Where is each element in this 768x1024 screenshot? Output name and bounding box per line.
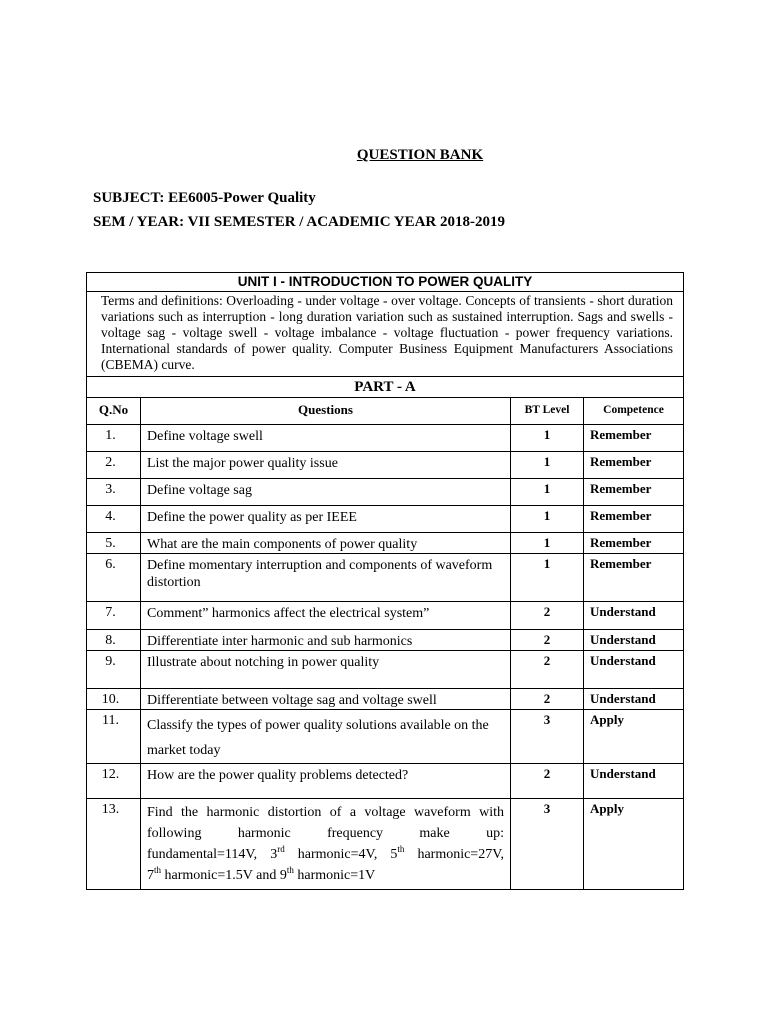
question-text: Differentiate between voltage sag and voltage swell: [141, 689, 511, 710]
h7-value: harmonic=1.5V and: [164, 868, 277, 883]
question-text: How are the power quality problems detected?: [141, 764, 511, 799]
question-text: Differentiate inter harmonic and sub harmonics: [141, 630, 511, 651]
unit-syllabus: Terms and definitions: Overloading - under voltage - over voltage. Concepts of transients - short duration variations such as interruption - long duration variation such as sustained interruption. Sags and swells - voltage sag - voltage swell - voltage imbalance - voltage fluctuation - power frequency variations. International standards of power quality. Computer Business Equipment Manufacturers Associations (CBEMA) curve.: [87, 292, 684, 377]
bt-level: 1: [511, 533, 584, 554]
h5-number: 5: [390, 847, 398, 862]
question-number: 9.: [87, 651, 141, 689]
unit-title: UNIT I - INTRODUCTION TO POWER QUALITY: [87, 273, 684, 292]
h5-value: harmonic=27V,: [417, 847, 505, 862]
question-number: 4.: [87, 506, 141, 533]
table-row: [87, 452, 684, 479]
competence-header: Competence: [584, 398, 684, 425]
competence: Apply: [584, 799, 684, 890]
qno-header: Q.No: [87, 398, 141, 425]
question-text: Define momentary interruption and components of waveform distortion: [141, 554, 511, 602]
question-text: Define voltage sag: [141, 479, 511, 506]
question-text: Define voltage swell: [141, 425, 511, 452]
document-title: QUESTION BANK: [356, 147, 484, 163]
h9-value: harmonic=1V: [297, 868, 376, 883]
question-number: 3.: [87, 479, 141, 506]
table-row: [87, 602, 684, 630]
question-number: 10.: [87, 689, 141, 710]
table-row: [87, 554, 684, 602]
bt-level: 1: [511, 506, 584, 533]
question-number: 8.: [87, 630, 141, 651]
bt-level: 3: [511, 710, 584, 764]
question-text-line-3: [147, 844, 504, 865]
h3-text: [270, 844, 378, 862]
syllabus-row: [87, 292, 684, 377]
bt-level: 3: [511, 799, 584, 890]
question-number: 6.: [87, 554, 141, 602]
part-title: PART - A: [87, 377, 684, 398]
h3-value: harmonic=4V,: [297, 847, 378, 862]
question-text-line-4: [147, 865, 504, 886]
column-header-row: [87, 398, 684, 425]
table-row: [87, 689, 684, 710]
h9-number: 9: [279, 868, 287, 883]
fundamental-text: fundamental=114V,: [147, 847, 258, 862]
table-row: [87, 479, 684, 506]
sem-year-line: SEM / YEAR: VII SEMESTER / ACADEMIC YEAR 2018-2019: [93, 214, 505, 230]
bt-level: 1: [511, 554, 584, 602]
h3-number: 3: [270, 847, 278, 862]
question-text: Define the power quality as per IEEE: [141, 506, 511, 533]
question-number: 7.: [87, 602, 141, 630]
question-number: 1.: [87, 425, 141, 452]
bt-level: 1: [511, 452, 584, 479]
h9-superscript: th: [286, 865, 294, 875]
competence: Remember: [584, 554, 684, 602]
competence: Understand: [584, 602, 684, 630]
table-row: [87, 506, 684, 533]
table-row: [87, 425, 684, 452]
question-text: What are the main components of power quality: [141, 533, 511, 554]
table-row: [87, 764, 684, 799]
question-number: 11.: [87, 710, 141, 764]
question-number: 12.: [87, 764, 141, 799]
table-row: [87, 630, 684, 651]
question-text-line-1: Find the harmonic distortion of a voltage waveform with following harmonic frequency make up:: [147, 805, 504, 841]
bt-level: 1: [511, 479, 584, 506]
question-text: Illustrate about notching in power quality: [141, 651, 511, 689]
question-text: Classify the types of power quality solutions available on the market today: [141, 710, 511, 764]
competence: Apply: [584, 710, 684, 764]
competence: Understand: [584, 651, 684, 689]
h5-text: [390, 844, 505, 862]
competence: Remember: [584, 533, 684, 554]
subject-line: SUBJECT: EE6005-Power Quality: [93, 190, 316, 206]
table-row: [87, 710, 684, 764]
table-row: [87, 533, 684, 554]
h7-superscript: th: [154, 865, 162, 875]
competence: Remember: [584, 506, 684, 533]
bt-level: 2: [511, 602, 584, 630]
question-text: [141, 799, 511, 890]
competence: Understand: [584, 764, 684, 799]
bt-level: 2: [511, 630, 584, 651]
question-number: 13.: [87, 799, 141, 890]
question-table: [86, 272, 684, 890]
question-number: 2.: [87, 452, 141, 479]
part-header-row: [87, 377, 684, 398]
question-text: List the major power quality issue: [141, 452, 511, 479]
bt-level: 2: [511, 651, 584, 689]
questions-header: Questions: [141, 398, 511, 425]
competence: Understand: [584, 630, 684, 651]
table-row: [87, 799, 684, 890]
bt-level: 2: [511, 764, 584, 799]
question-text: Comment” harmonics affect the electrical system”: [141, 602, 511, 630]
question-number: 5.: [87, 533, 141, 554]
h7-number: 7: [147, 868, 154, 883]
competence: Remember: [584, 452, 684, 479]
competence: Remember: [584, 425, 684, 452]
table-row: [87, 651, 684, 689]
bt-level-header: BT Level: [511, 398, 584, 425]
unit-header-row: [87, 273, 684, 292]
competence: Remember: [584, 479, 684, 506]
competence: Understand: [584, 689, 684, 710]
h3-superscript: rd: [277, 844, 285, 854]
bt-level: 2: [511, 689, 584, 710]
h5-superscript: th: [397, 844, 405, 854]
bt-level: 1: [511, 425, 584, 452]
